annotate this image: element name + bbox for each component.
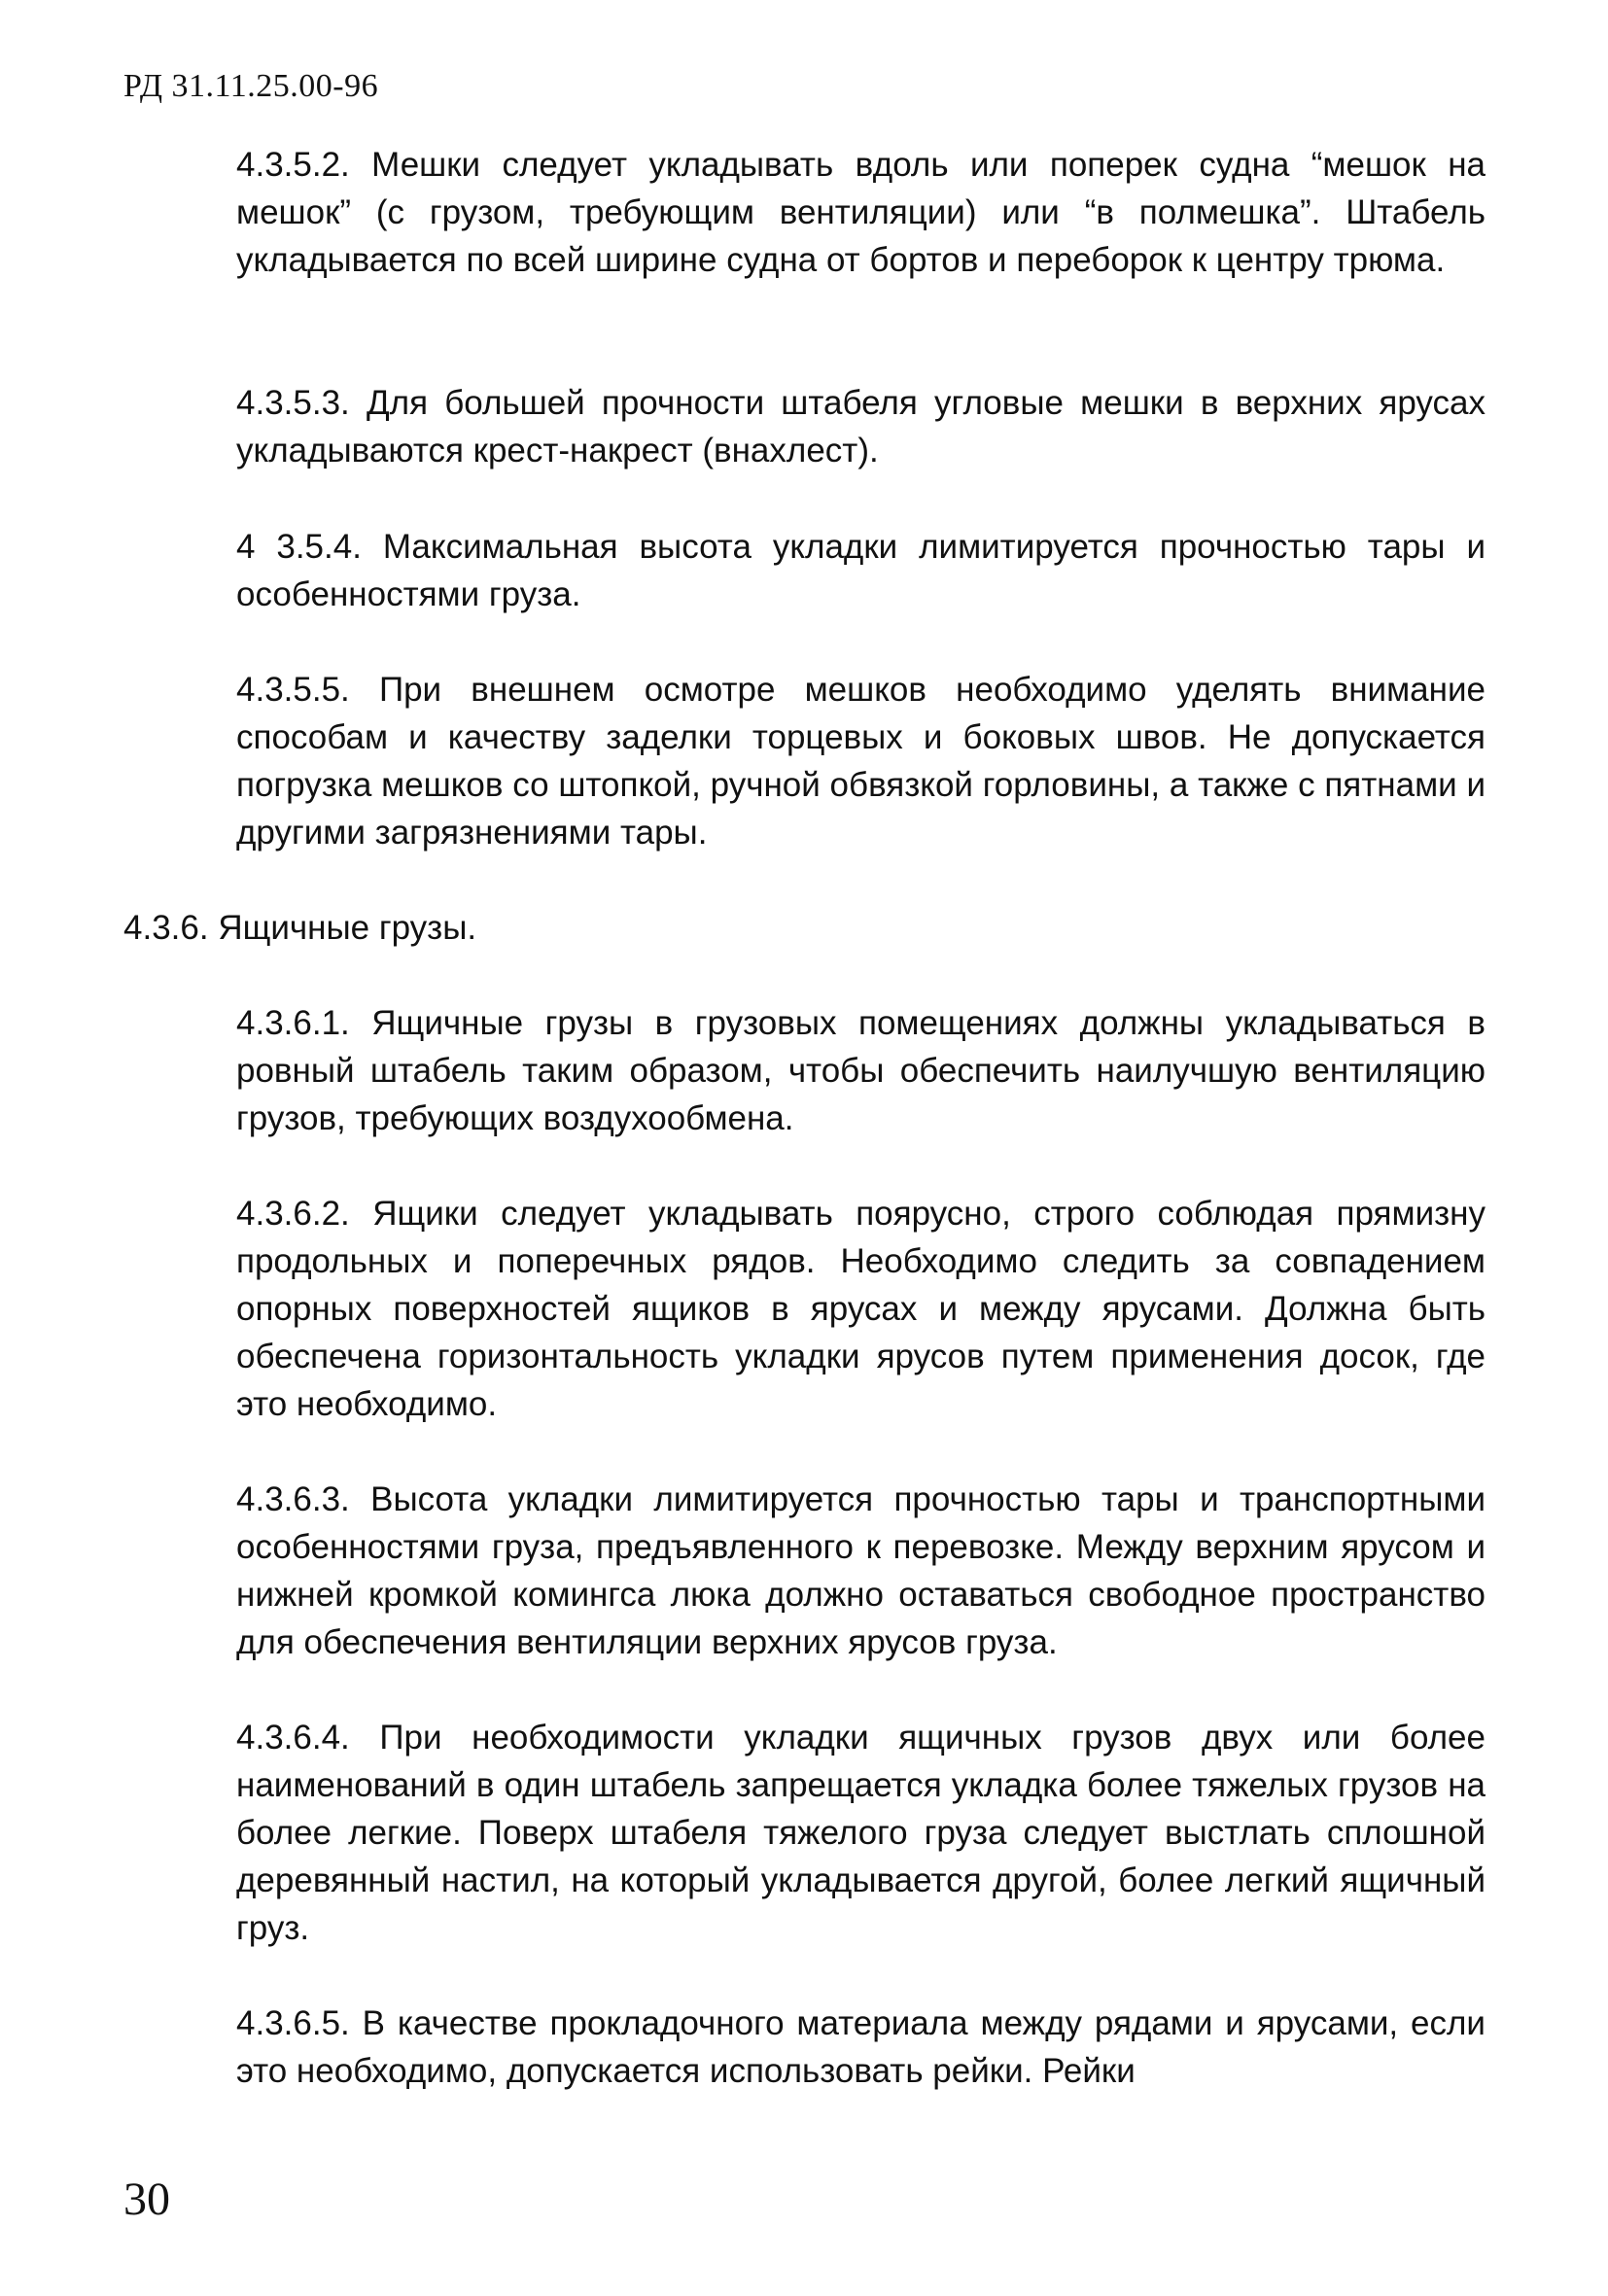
paragraph-number: 4 3.5.4. (236, 528, 362, 566)
paragraph-number: 4.3.5.5. (236, 671, 350, 709)
paragraph-4-3-6-5 (236, 2000, 1486, 2095)
paragraph-text: При внешнем осмотре мешков необходимо уделять внимание способам и качеству заделки торцевых и боковых швов. Не допускается погрузка мешков со штопкой, ручной обвязкой горловины, а также с пятнами и другими загрязнениями тары. (236, 671, 1486, 852)
paragraph-4-3-5-4 (236, 523, 1486, 618)
paragraph-number: 4.3.6.3. (236, 1480, 350, 1518)
paragraph-text: При необходимости укладки ящичных грузов двух или более наименований в один штабель запрещается укладка более тяжелых грузов на более легкие. Поверх штабеля тяжелого груза следует выстлать сплошной деревянный настил, на который укладывается другой, более легкий ящичный груз. (236, 1719, 1486, 1947)
section-heading-4-3-6 (123, 904, 1485, 952)
paragraph-text: В качестве прокладочного материала между рядами и ярусами, если это необходимо, допускается использовать рейки. Рейки (236, 2004, 1486, 2090)
paragraph-4-3-6-4 (236, 1714, 1486, 1952)
paragraph-4-3-5-5 (236, 666, 1486, 856)
paragraph-4-3-6-1 (236, 999, 1486, 1142)
paragraph-text: Ящичные грузы в грузовых помещениях должны укладываться в ровный штабель таким образом, чтобы обеспечить наилучшую вентиляцию грузов, требующих воздухообмена. (236, 1004, 1486, 1137)
paragraph-number: 4.3.6.4. (236, 1719, 350, 1757)
paragraph-4-3-5-3 (236, 379, 1486, 474)
paragraph-4-3-6-3 (236, 1476, 1486, 1666)
paragraph-number: 4.3.5.3. (236, 384, 350, 422)
paragraph-4-3-6-2 (236, 1190, 1486, 1428)
paragraph-4-3-5-2 (236, 141, 1486, 284)
paragraph-number: 4.3.6.5. (236, 2004, 350, 2042)
paragraph-number: 4.3.6.1. (236, 1004, 350, 1042)
section-number: 4.3.6. (123, 909, 209, 947)
paragraph-text: Максимальная высота укладки лимитируется прочностью тары и особенностями груза. (236, 528, 1486, 613)
paragraph-text: Мешки следует укладывать вдоль или поперек судна “мешок на мешок” (с грузом, требующим вентиляции) или “в полмешка”. Штабель укладывается по всей ширине судна от бортов и переборок к центру трюма. (236, 146, 1486, 279)
paragraph-number: 4.3.6.2. (236, 1195, 350, 1233)
page-number: 30 (123, 2174, 170, 2225)
section-title: Ящичные грузы. (218, 909, 477, 947)
paragraph-text: Ящики следует укладывать поярусно, строго соблюдая прямизну продольных и поперечных рядов. Необходимо следить за совпадением опорных поверхностей ящиков в ярусах и между ярусами. Должна быть обеспечена горизонтальность укладки ярусов путем применения досок, где это необходимо. (236, 1195, 1486, 1423)
document-code-header: РД 31.11.25.00-96 (123, 68, 379, 104)
paragraph-number: 4.3.5.2. (236, 146, 350, 184)
paragraph-text: Высота укладки лимитируется прочностью тары и транспортными особенностями груза, предъявленного к перевозке. Между верхним ярусом и нижней кромкой комингса люка должно оставаться свободное пространство для обеспечения вентиляции верхних ярусов груза. (236, 1480, 1486, 1661)
paragraph-text: Для большей прочности штабеля угловые мешки в верхних ярусах укладываются крест-накрест (внахлест). (236, 384, 1486, 470)
